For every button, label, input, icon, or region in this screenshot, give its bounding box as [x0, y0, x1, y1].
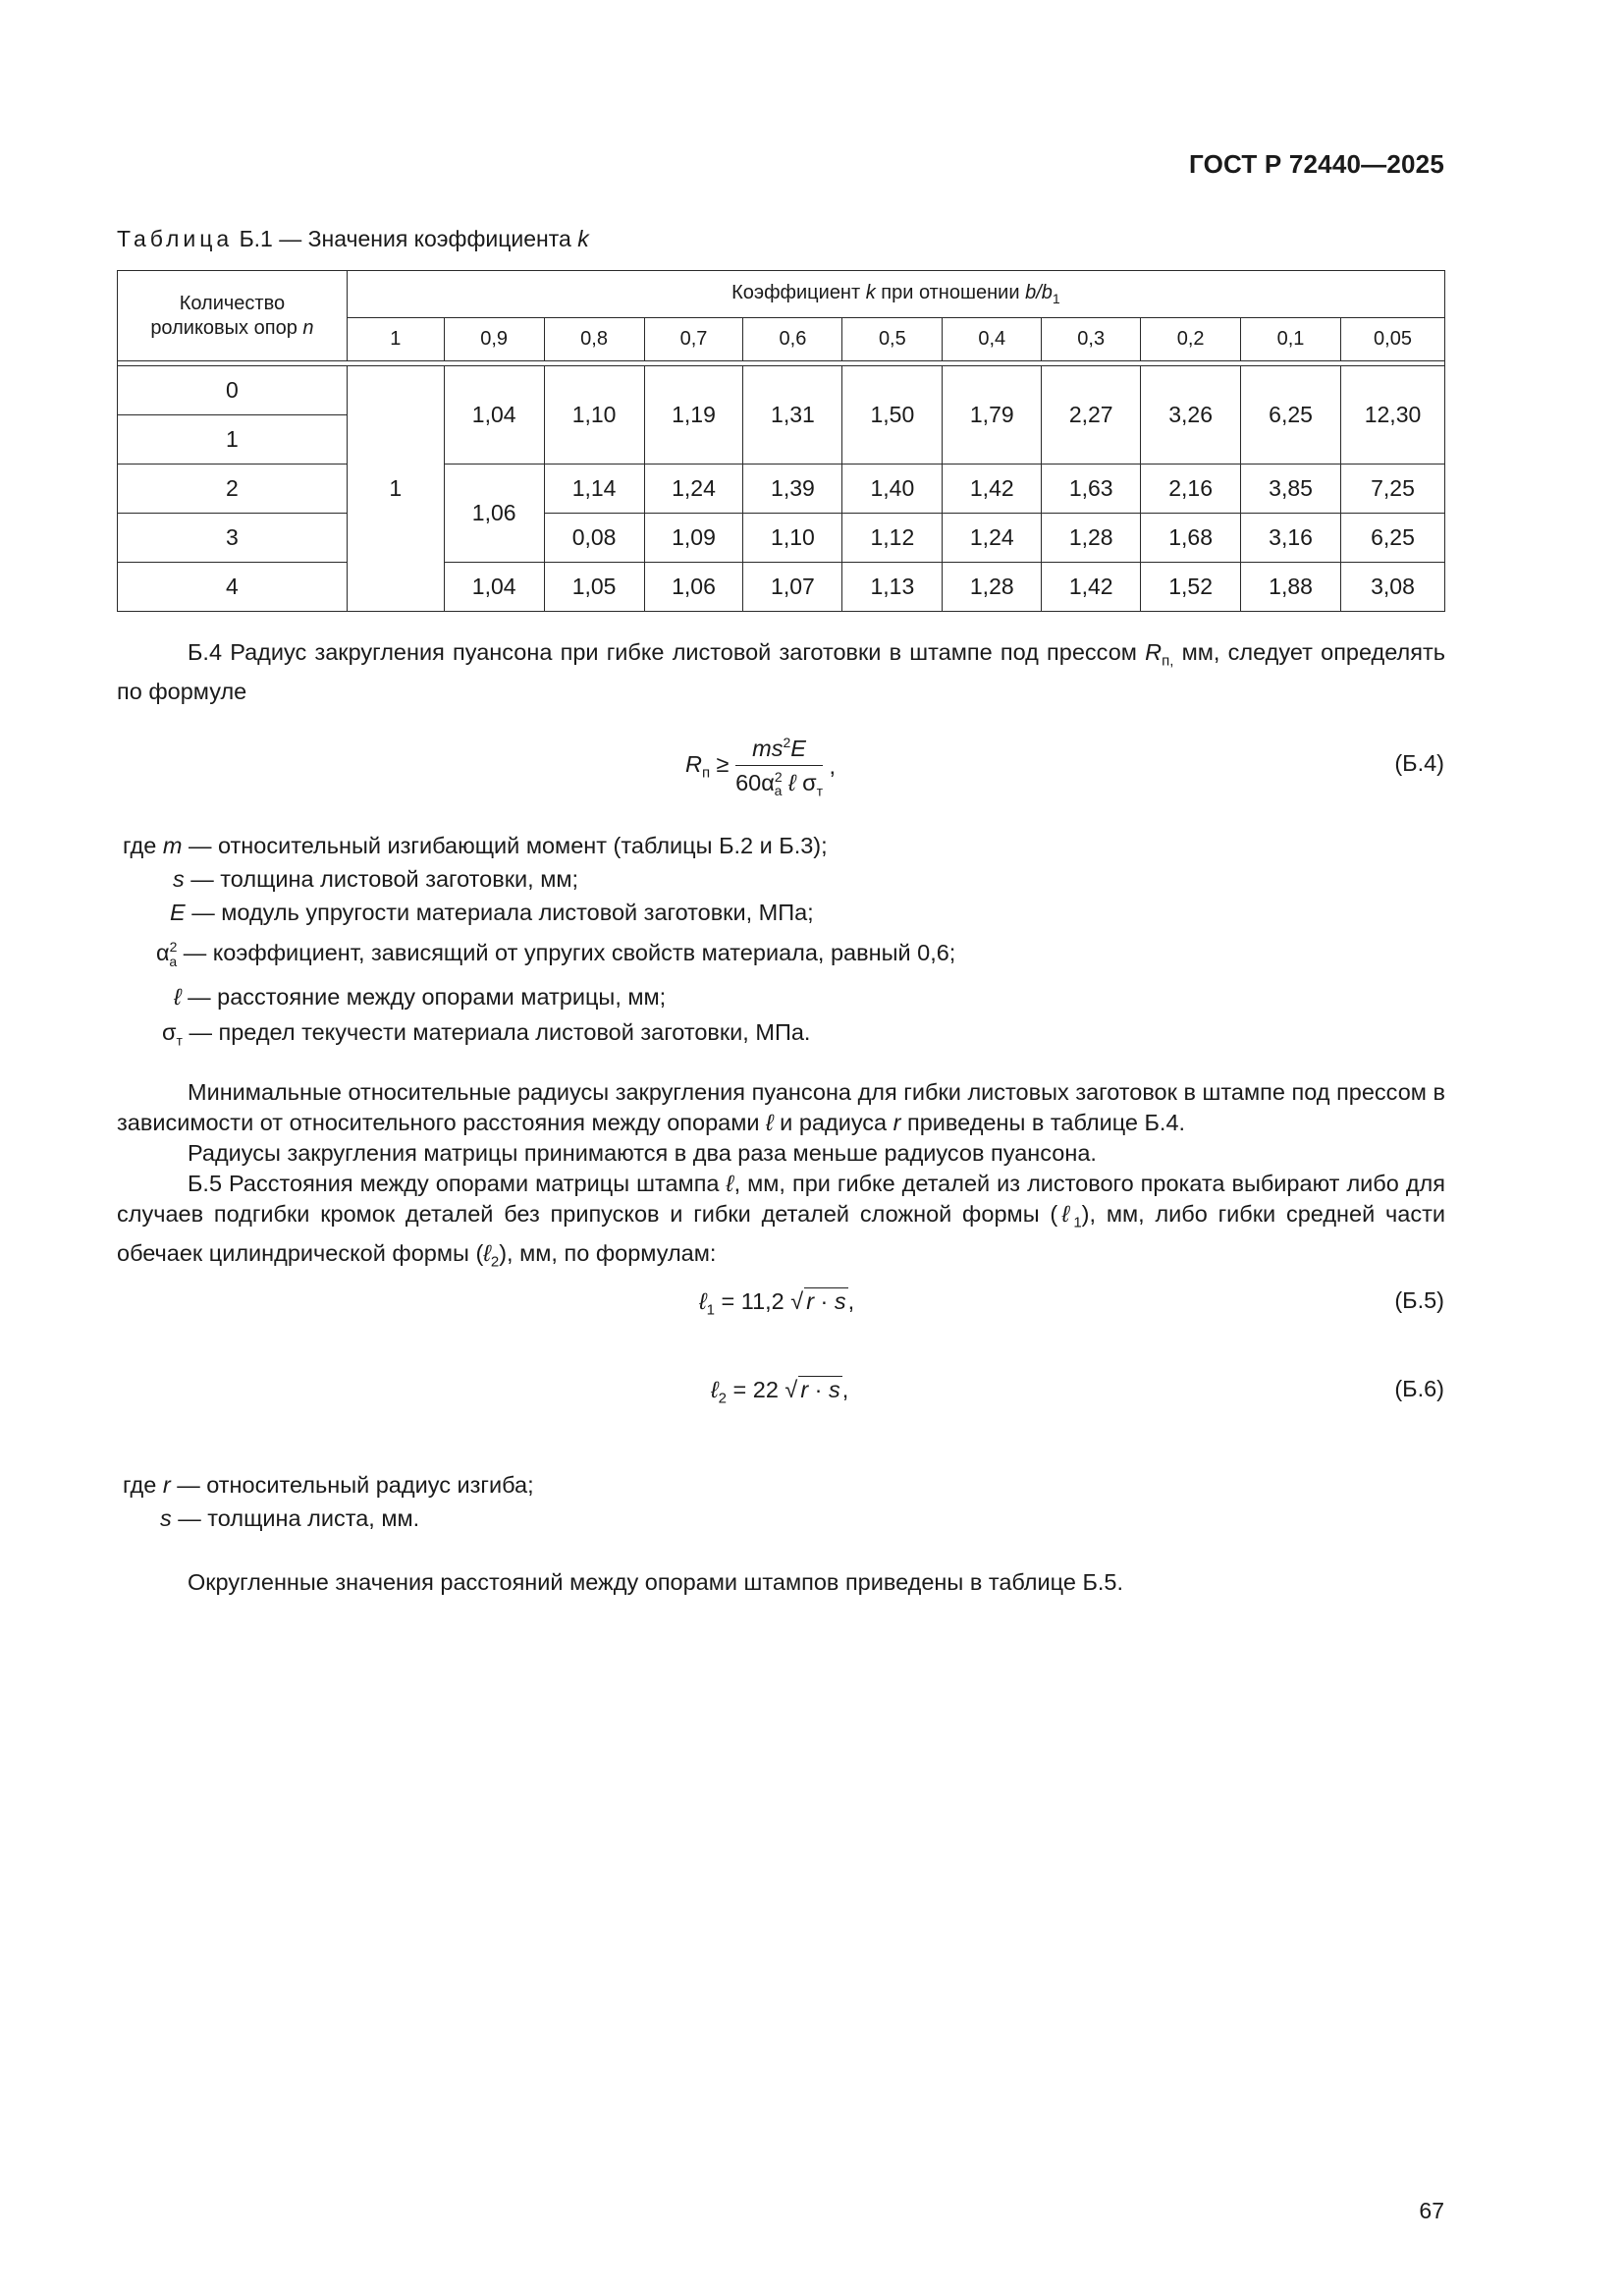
- document-code: ГОСТ Р 72440—2025: [1189, 149, 1444, 179]
- value-cell: 1,19: [644, 366, 743, 465]
- value-cell: 3,08: [1341, 563, 1445, 612]
- ratio-cell: 0,5: [842, 318, 943, 361]
- definition-text: — предел текучести материала листовой заготовки, МПа.: [189, 1019, 811, 1045]
- value-cell: 7,25: [1341, 465, 1445, 514]
- definition-prefix: где: [123, 833, 157, 858]
- value-cell: 1,07: [743, 563, 842, 612]
- row-header-cell: Количество роликовых опор n: [118, 271, 348, 361]
- table-caption-title: Б.1 — Значения коэффициента k: [239, 226, 589, 251]
- value-cell: 3,16: [1241, 514, 1341, 563]
- formula-b6: ℓ$_2$ = 22 √ r · s,: [711, 1377, 849, 1407]
- definition-symbol: $\alpha^2_a$: [156, 939, 178, 969]
- formula-b6-coef: 22: [752, 1377, 779, 1402]
- ratio-cell: 0,7: [644, 318, 743, 361]
- definition-symbol: m: [162, 833, 183, 858]
- definition-symbol: $\sigma_т$: [162, 1019, 183, 1049]
- ratio-cell: 0,6: [743, 318, 842, 361]
- n-cell: 1: [118, 415, 348, 465]
- table-caption-word: Таблица: [117, 226, 234, 251]
- ratio-cell: 1: [347, 318, 444, 361]
- value-cell: 1,24: [943, 514, 1042, 563]
- definition-item: [160, 1505, 419, 1532]
- value-cell: 1,40: [842, 465, 943, 514]
- value-cell: 1,88: [1241, 563, 1341, 612]
- table-row: [118, 465, 1445, 514]
- ratio-cell: 0,2: [1141, 318, 1241, 361]
- definition-text: — относительный изгибающий момент (таблицы Б.2 и Б.3);: [188, 833, 828, 858]
- value-cell: 1,14: [544, 465, 644, 514]
- table-row: [118, 563, 1445, 612]
- value-cell: 1,52: [1141, 563, 1241, 612]
- value-cell: 1,42: [1042, 563, 1141, 612]
- definition-text: — модуль упругости материала листовой заготовки, МПа;: [191, 900, 814, 925]
- paragraph-matrix: Радиусы закругления матрицы принимаются в два раза меньше радиусов пуансона.: [188, 1140, 1097, 1166]
- n-cell: 2: [118, 465, 348, 514]
- definition-item: [170, 900, 814, 926]
- value-cell: 1,04: [444, 366, 544, 465]
- n-cell: 3: [118, 514, 348, 563]
- value-cell: 1,10: [544, 366, 644, 465]
- value-cell: 1,24: [644, 465, 743, 514]
- equation-number-b4: (Б.4): [1394, 750, 1444, 776]
- value-cell: 1,10: [743, 514, 842, 563]
- value-cell: 6,25: [1241, 366, 1341, 465]
- definition-symbol: s: [160, 1505, 172, 1531]
- value-cell: 1,04: [444, 563, 544, 612]
- value-cell: 1,06: [444, 465, 544, 563]
- value-cell: 1,12: [842, 514, 943, 563]
- definition-text: — относительный радиус изгиба;: [177, 1472, 534, 1498]
- equation-number-b6: (Б.6): [1394, 1376, 1444, 1401]
- definition-symbol: r: [162, 1472, 171, 1498]
- definition-text: — толщина листа, мм.: [178, 1505, 420, 1531]
- n-cell: 4: [118, 563, 348, 612]
- value-cell: 2,16: [1141, 465, 1241, 514]
- formula-b5: ℓ$_1$ = 11,2 √ r · s,: [699, 1288, 855, 1319]
- value-cell: 1,05: [544, 563, 644, 612]
- value-cell: 1,31: [743, 366, 842, 465]
- definition-item: [174, 984, 666, 1011]
- value-cell: 2,27: [1042, 366, 1141, 465]
- value-cell: 3,26: [1141, 366, 1241, 465]
- formula-b5-coef: 11,2: [740, 1288, 784, 1314]
- definition-text: — коэффициент, зависящий от упругих свойств материала, равный 0,6;: [183, 939, 956, 965]
- value-cell: 1,79: [943, 366, 1042, 465]
- value-cell: 1,28: [1042, 514, 1141, 563]
- definition-item: [156, 939, 955, 969]
- value-cell: 1,09: [644, 514, 743, 563]
- coef-header-cell: Коэффициент k при отношении $b/b_1$: [347, 271, 1444, 318]
- value-cell: 1,63: [1042, 465, 1141, 514]
- value-cell: 0,08: [544, 514, 644, 563]
- paragraph-min-radius: Минимальные относительные радиусы закругления пуансона для гибки листовых заготовок в штампе под прессом в зависимости от относительного расстояния между опорами ℓ и радиуса r приведены в таблице Б.4.: [117, 1079, 1445, 1135]
- paragraph-rounded: Округленные значения расстояний между опорами штампов приведены в таблице Б.5.: [188, 1569, 1123, 1595]
- section-b5-text: Б.5 Расстояния между опорами матрицы штампа ℓ, мм, при гибке деталей из листового проката выбирают либо для случаев подгибки кромок деталей без припусков и гибки деталей сложной формы (ℓ$_1$), мм, либо гибки средней части обечаек цилиндрической формы (ℓ$_2$), мм, по формулам:: [117, 1171, 1445, 1271]
- value-cell: 1,42: [943, 465, 1042, 514]
- definition-text: — расстояние между опорами матрицы, мм;: [188, 984, 667, 1010]
- definition-symbol: E: [170, 900, 186, 925]
- section-b4-text: Б.4 Радиус закругления пуансона при гибке листовой заготовки в штампе под прессом $R_{п,}$ мм, следует определять по формуле: [117, 639, 1445, 704]
- ratio-cell: 0,9: [444, 318, 544, 361]
- ratio-cell: 0,05: [1341, 318, 1445, 361]
- definition-text: — толщина листовой заготовки, мм;: [190, 866, 579, 892]
- table-row: [118, 514, 1445, 563]
- value-cell: 12,30: [1341, 366, 1445, 465]
- page-number: 67: [1419, 2198, 1444, 2223]
- table-caption: [117, 226, 589, 252]
- coefficient-table: [117, 270, 1445, 612]
- value-cell: 1,06: [644, 563, 743, 612]
- ratio-cell: 0,3: [1042, 318, 1141, 361]
- definition-item: [123, 1472, 534, 1499]
- definition-item: [123, 833, 828, 859]
- formula-b4: $R_п$ ≥ $\frac{ms^2E}{60\alpha^2_a \ell \sigma_т}$ ,: [685, 735, 837, 799]
- value-cell: 1,68: [1141, 514, 1241, 563]
- ratio-cell: 0,4: [943, 318, 1042, 361]
- value-cell: 1,50: [842, 366, 943, 465]
- n-cell: 0: [118, 366, 348, 415]
- definition-symbol: ℓ: [174, 984, 182, 1010]
- value-cell: 1,28: [943, 563, 1042, 612]
- table-row: [118, 366, 1445, 415]
- definition-item: [173, 866, 578, 893]
- definition-prefix: где: [123, 1472, 157, 1498]
- value-cell: 1,13: [842, 563, 943, 612]
- value-cell: 1,39: [743, 465, 842, 514]
- value-cell: 6,25: [1341, 514, 1445, 563]
- value-cell: 3,85: [1241, 465, 1341, 514]
- ratio-cell: 0,1: [1241, 318, 1341, 361]
- equation-number-b5: (Б.5): [1394, 1287, 1444, 1313]
- definition-symbol: s: [173, 866, 185, 892]
- col1-cell: 1: [347, 366, 444, 612]
- ratio-cell: 0,8: [544, 318, 644, 361]
- definition-item: [162, 1019, 810, 1049]
